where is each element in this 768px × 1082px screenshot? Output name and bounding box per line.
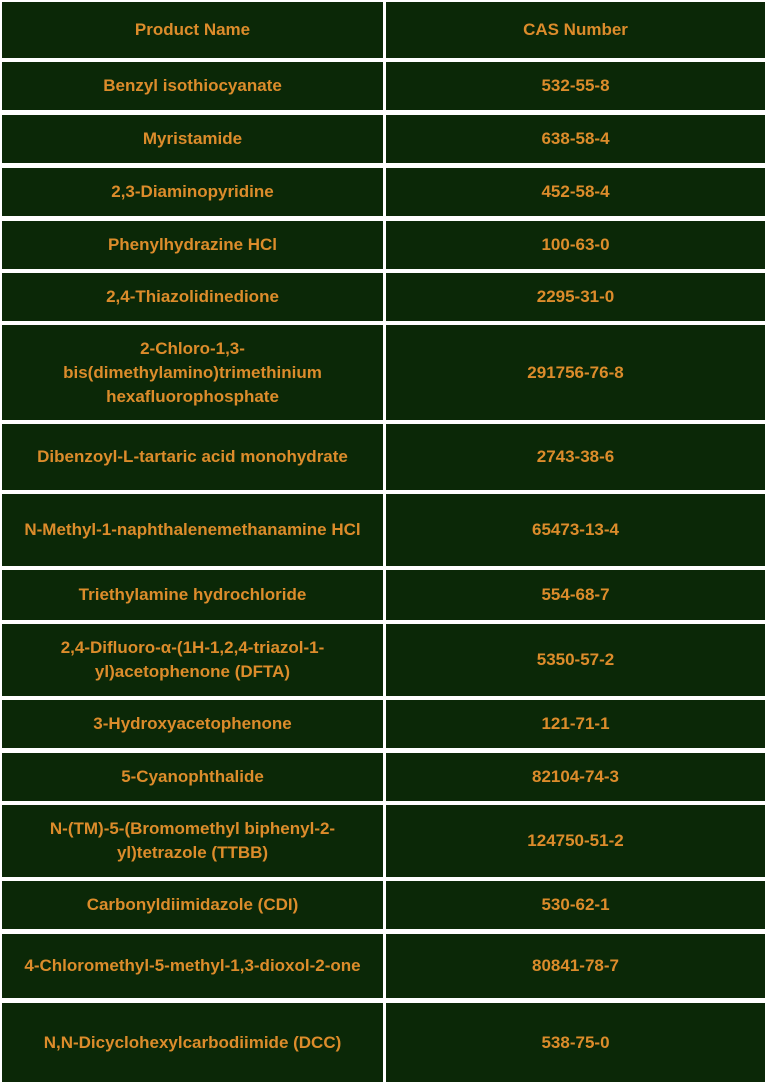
product-name-text: 2,4-Difluoro-α-(1H-1,2,4-triazol-1-yl)acetophenone (DFTA): [60, 638, 325, 681]
product-name-text: 2,3-Diaminopyridine: [111, 182, 274, 201]
cas-number-cell: [386, 700, 765, 748]
product-name-text: Carbonyldiimidazole (CDI): [86, 895, 299, 914]
table-header-row: [0, 2, 768, 58]
product-name-cell: [2, 424, 383, 490]
table-row: [0, 805, 768, 877]
cas-number-text: 538-75-0: [541, 1032, 610, 1052]
product-name-text: 2-Chloro-1,3-bis(dimethylamino)trimethinium hexafluorophosphate: [63, 338, 322, 406]
product-name-cell: [2, 805, 383, 877]
table-row: [0, 115, 768, 163]
cas-number-cell: [386, 570, 765, 620]
cas-number-cell: [386, 168, 765, 216]
table-row: [0, 424, 768, 490]
table-row: [0, 881, 768, 929]
cas-number-cell: [386, 62, 765, 110]
product-name-text: 4-Chloromethyl-5-methyl-1,3-dioxol-2-one: [24, 956, 361, 975]
product-name-cell: [2, 115, 383, 163]
cas-number-text: 2295-31-0: [536, 287, 615, 306]
product-name-cell: [2, 168, 383, 216]
cas-number-cell: [386, 221, 765, 269]
cas-number-text: 100-63-0: [541, 235, 610, 254]
product-name-text: Benzyl isothiocyanate: [103, 76, 282, 95]
product-name-cell: [2, 221, 383, 269]
product-name-cell: [2, 494, 383, 566]
table-row: [0, 570, 768, 620]
cas-number-text: 554-68-7: [541, 585, 610, 604]
cas-number-text: 452-58-4: [541, 182, 610, 201]
cas-number-text: 5350-57-2: [536, 650, 615, 669]
table-row: [0, 753, 768, 801]
cas-number-text: 121-71-1: [541, 714, 610, 733]
cas-number-cell: [386, 273, 765, 321]
table-row: [0, 494, 768, 566]
product-name-text: 2,4-Thiazolidinedione: [106, 287, 279, 306]
cas-number-text: 65473-13-4: [532, 520, 619, 539]
table-row: [0, 624, 768, 696]
cas-number-cell: [386, 881, 765, 929]
product-name-cell: [2, 570, 383, 620]
product-name-header-text: Product Name: [134, 20, 251, 39]
product-name-text: Triethylamine hydrochloride: [78, 585, 307, 604]
product-name-cell: [2, 1003, 383, 1082]
cas-number-text: 80841-78-7: [532, 956, 619, 975]
product-name-cell: [2, 273, 383, 321]
cas-number-cell: [386, 494, 765, 566]
product-name-text: Dibenzoyl-L-tartaric acid monohydrate: [37, 447, 348, 466]
product-name-text: Phenylhydrazine HCl: [107, 235, 278, 254]
cas-number-text: 291756-76-8: [527, 362, 624, 382]
cas-number-text: 82104-74-3: [532, 767, 619, 786]
product-name-text: 5-Cyanophthalide: [121, 767, 264, 786]
cas-number-cell: [386, 325, 765, 420]
cas-number-text: 532-55-8: [541, 76, 610, 95]
table-row: [0, 325, 768, 420]
cas-number-text: 530-62-1: [541, 895, 610, 914]
cas-number-cell: [386, 115, 765, 163]
table-row: [0, 221, 768, 269]
table-row: [0, 273, 768, 321]
product-name-cell: [2, 881, 383, 929]
table-row: [0, 1003, 768, 1082]
cas-number-cell: [386, 624, 765, 696]
cas-number-header: [386, 2, 765, 58]
table-row: [0, 62, 768, 110]
cas-number-cell: [386, 934, 765, 998]
cas-number-text: 2743-38-6: [536, 447, 615, 466]
cas-number-text: 124750-51-2: [527, 831, 624, 850]
cas-number-cell: [386, 753, 765, 801]
product-name-cell: [2, 624, 383, 696]
cas-number-cell: [386, 1003, 765, 1082]
product-name-header: [2, 2, 383, 58]
product-name-text: 3-Hydroxyacetophenone: [93, 714, 292, 733]
product-name-text: N-(TM)-5-(Bromomethyl biphenyl-2-yl)tetrazole (TTBB): [49, 819, 336, 862]
product-name-text: N,N-Dicyclohexylcarbodiimide (DCC): [43, 1032, 342, 1052]
cas-number-text: 638-58-4: [541, 129, 610, 148]
cas-number-header-text: CAS Number: [523, 20, 628, 39]
product-name-cell: [2, 753, 383, 801]
product-name-text: N-Methyl-1-naphthalenemethanamine HCl: [24, 520, 361, 539]
product-name-cell: [2, 934, 383, 998]
table-row: [0, 700, 768, 748]
cas-number-cell: [386, 424, 765, 490]
cas-number-cell: [386, 805, 765, 877]
product-name-cell: [2, 62, 383, 110]
product-name-cell: [2, 700, 383, 748]
product-name-cell: [2, 325, 383, 420]
table-row: [0, 168, 768, 216]
product-name-text: Myristamide: [142, 129, 243, 148]
table-row: [0, 934, 768, 998]
